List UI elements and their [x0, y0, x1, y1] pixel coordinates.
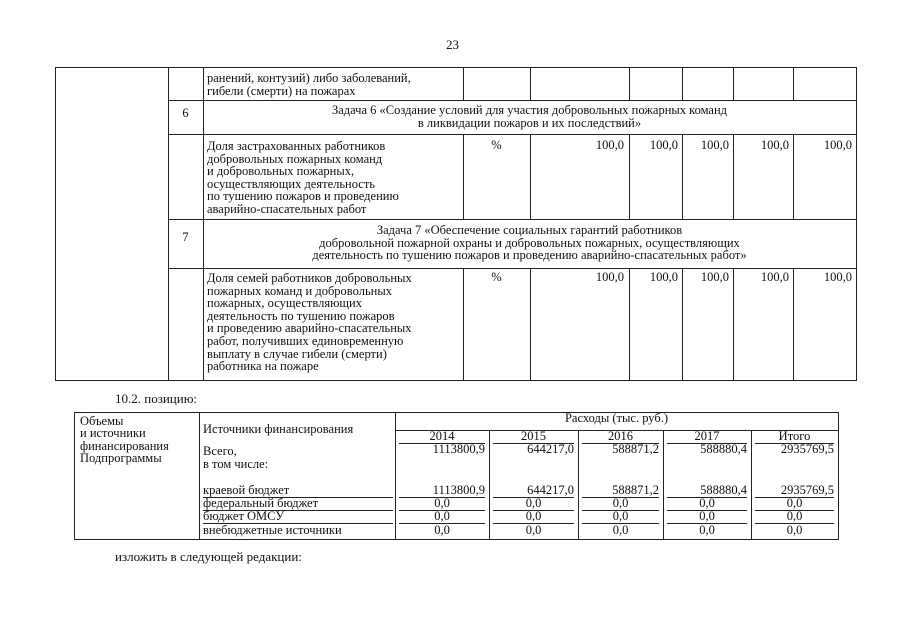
row-6-indicator-text: Доля застрахованных работников добровольных пожарных команд и добровольных пожарных, осуществляющих деятельность по тушению пожаров и проведению аварийно-спасательных работ [207, 139, 399, 216]
financing-row-label: федеральный бюджет [203, 497, 393, 511]
financing-value: 1113800,9 [432, 442, 485, 456]
footer-instruction: изложить в следующей редакции: [115, 549, 302, 564]
task-7-title: Задача 7 «Обеспечение социальных гарантий работников добровольной пожарной охраны и добровольных пожарных, осуществляющих деятельность по тушению пожаров и проведению аварийно-спасательных работ» [312, 223, 747, 263]
financing-value: 0,0 [755, 510, 834, 524]
row-6-value: 100,0 [760, 138, 789, 152]
financing-value: 0,0 [667, 510, 747, 524]
financing-volume-label: Объемы и источники финансирования Подпрограммы [80, 414, 169, 465]
task-6-title: Задача 6 «Создание условий для участия добровольных пожарных команд в ликвидации пожаров и их последствий» [331, 103, 728, 130]
expenses-header: Расходы (тыс. руб.) [564, 411, 669, 425]
continued-row-text: ранений, контузий) либо заболеваний, гибели (смерти) на пожарах [207, 71, 411, 98]
sources-header: Источники финансирования [203, 422, 354, 436]
row-6-unit: % [491, 138, 502, 152]
financing-value: 0,0 [525, 523, 542, 537]
financing-value: 644217,0 [527, 442, 574, 456]
row-7-value: 100,0 [649, 270, 678, 284]
page-number: 23 [446, 37, 459, 52]
row-6-value: 100,0 [700, 138, 729, 152]
financing-value: 2935769,5 [755, 484, 834, 498]
financing-row-label: внебюджетные источники [203, 523, 342, 537]
year-header: 2017 [667, 430, 747, 444]
financing-value: 588871,2 [582, 484, 659, 498]
row-7-value: 100,0 [760, 270, 789, 284]
financing-value: 0,0 [434, 523, 450, 537]
row-7-unit: % [491, 270, 502, 284]
year-header: 2015 [493, 430, 574, 444]
position-label: 10.2. позицию: [115, 391, 198, 406]
financing-value: 0,0 [493, 510, 574, 524]
financing-value: 1113800,9 [399, 484, 485, 498]
row-7-value: 100,0 [700, 270, 729, 284]
financing-value: 588880,4 [667, 484, 747, 498]
financing-value: 0,0 [399, 510, 485, 524]
financing-value: 0,0 [582, 497, 659, 511]
financing-value: 644217,0 [493, 484, 574, 498]
financing-value: 588871,2 [612, 442, 659, 456]
financing-value: 0,0 [755, 497, 834, 511]
row-7-indicator-text: Доля семей работников добровольных пожарных команд и добровольных пожарных, осуществляющих деятельность по тушению пожаров и проведению аварийно-спасательных работ, получивших единовременную выплату в случае гибели (смерти) работника на пожаре [207, 271, 412, 374]
year-header: 2016 [582, 430, 659, 444]
financing-value: 588880,4 [700, 442, 747, 456]
row-6-value: 100,0 [595, 138, 624, 152]
financing-row-label: краевой бюджет [203, 484, 393, 498]
financing-value: 0,0 [399, 497, 485, 511]
financing-value: 2935769,5 [780, 442, 834, 456]
task-7-number: 7 [182, 230, 189, 244]
row-7-value: 100,0 [595, 270, 624, 284]
row-6-value: 100,0 [823, 138, 852, 152]
row-7-value: 100,0 [823, 270, 852, 284]
financing-value: 0,0 [699, 523, 715, 537]
financing-value: 0,0 [582, 510, 659, 524]
financing-value: 0,0 [493, 497, 574, 511]
financing-row-label: бюджет ОМСУ [203, 510, 393, 524]
financing-value: 0,0 [612, 523, 629, 537]
task-6-number: 6 [182, 106, 189, 120]
row-6-value: 100,0 [649, 138, 678, 152]
financing-row-label: Всего, в том числе: [203, 444, 269, 471]
total-header: Итого [755, 430, 834, 444]
financing-value: 0,0 [786, 523, 803, 537]
year-header: 2014 [399, 430, 485, 444]
financing-value: 0,0 [667, 497, 747, 511]
